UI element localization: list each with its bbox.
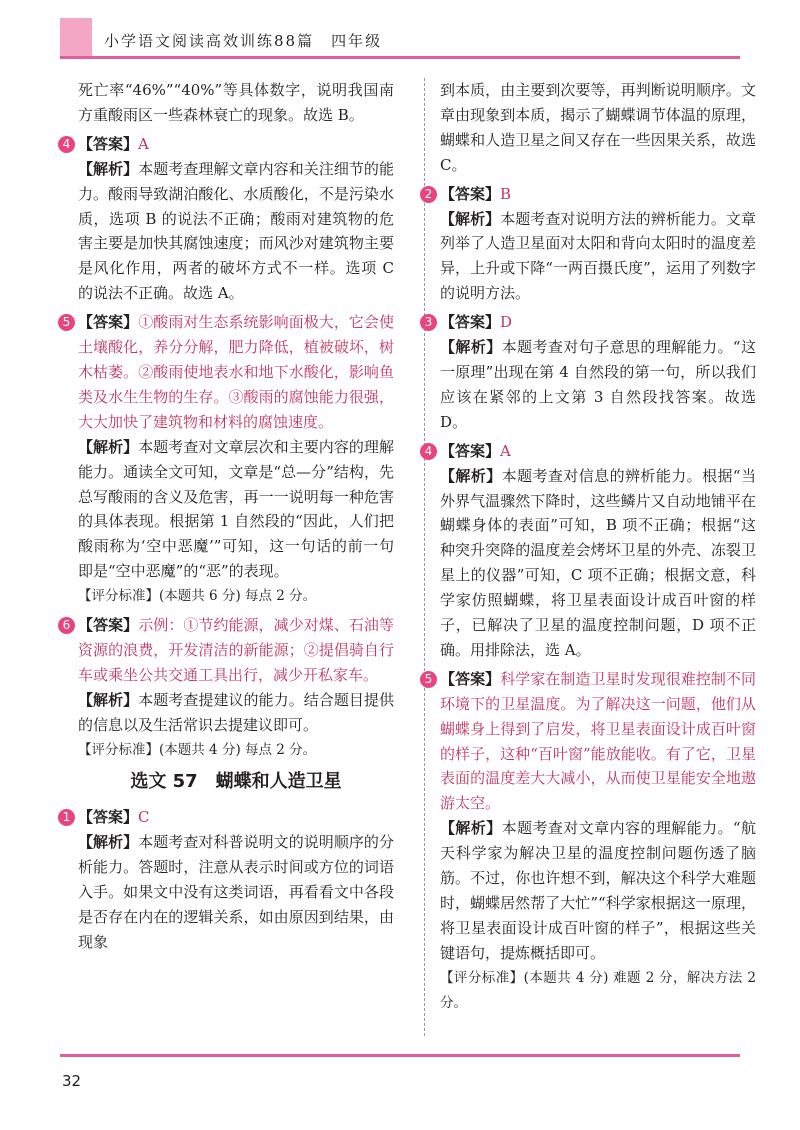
answer-entry-2 — [424, 182, 756, 307]
footer-rule — [60, 1054, 740, 1057]
answer-entry-4 — [62, 132, 394, 306]
answer-tag: 【答案】 — [78, 616, 139, 635]
question-number-badge: 3 — [420, 314, 437, 331]
answer-text: 科学家在制造卫星时发现很难控制不同环境下的卫星温度。为了解决这一问题，他们从蝴蝶身上得到了启发，将卫星表面设计成百叶窗的样子，这种“百叶窗”能放能收。有了它，卫星表面的温度差大大减小，从而使卫星能安全地遨游太空。 — [440, 669, 756, 813]
answer-text: A — [500, 441, 511, 460]
section-title: 选文 57 蝴蝶和人造卫星 — [130, 771, 342, 793]
scoring-criteria: 【评分标准】(本题共 4 分) 每点 2 分。 — [78, 741, 317, 758]
answer-tag: 【答案】 — [78, 808, 139, 827]
question-number-badge: 4 — [58, 136, 75, 153]
book-title: 小学语文阅读高效训练88篇 四年级 — [104, 32, 383, 50]
analysis-tag: 【解析】 — [440, 338, 502, 357]
answer-entry-5 — [62, 310, 394, 609]
answer-text: 示例：①节约能源，减少对煤、石油等资源的浪费，开发清洁的新能源；②提倡骑自行车或乘坐公共交通工具出行，减少开私家车。 — [78, 616, 394, 684]
right-column — [424, 78, 756, 1016]
answer-tag: 【答案】 — [78, 313, 139, 332]
left-column — [62, 78, 394, 955]
question-number-badge: 2 — [420, 186, 437, 203]
answer-entry-4b — [424, 439, 756, 663]
answer-entry-6 — [62, 613, 394, 762]
analysis-tag: 【解析】 — [78, 437, 139, 456]
header-tab-decoration — [60, 18, 92, 58]
analysis-text: 本题考查对说明方法的辨析能力。文章列举了人造卫星面对太阳和背向太阳时的温度差异，上升或下降“一两百摄氏度”，运用了列数字的说明方法。 — [440, 209, 756, 303]
page-header — [60, 18, 740, 58]
answer-tag: 【答案】 — [78, 134, 139, 153]
answer-tag: 【答案】 — [440, 441, 501, 460]
column-divider — [424, 78, 425, 1036]
question-number-badge: 6 — [58, 617, 75, 634]
question-number-badge: 5 — [420, 671, 437, 688]
answer-text: C — [138, 808, 150, 827]
analysis-text: 本题考查对文章层次和主要内容的理解能力。通读全文可知，文章是“总—分”结构，先总写酸雨的含义及危害，再一一说明每一种危害的具体表现。根据第 1 自然段的“因此，人们把酸雨称为‘空中恶魔’”可知，这一句话的前一句即是“空中恶魔”的“恶”的表现。 — [78, 437, 394, 581]
answer-text: ①酸雨对生态系统影响面极大，它会使土壤酸化，养分分解，肥力降低，植被破坏，树木枯萎。②酸雨使地表水和地下水酸化，影响鱼类及水生生物的生存。③酸雨的腐蚀能力很强，大大加快了建筑物和材料的腐蚀速度。 — [78, 313, 394, 431]
analysis-text: 本题考查对句子意思的理解能力。“这一原理”出现在第 4 自然段的第一句，所以我们应该在紧邻的上文第 3 自然段找答案。故选 D。 — [440, 338, 756, 431]
analysis-tag: 【解析】 — [78, 690, 139, 709]
analysis-tag: 【解析】 — [440, 466, 502, 485]
page-number: 32 — [62, 1072, 82, 1090]
answer-tag: 【答案】 — [440, 313, 501, 332]
answer-entry-5b — [424, 667, 756, 1016]
analysis-tag: 【解析】 — [78, 833, 139, 852]
analysis-tag: 【解析】 — [78, 159, 139, 178]
analysis-text: 本题考查提建议的能力。结合题目提供的信息以及生活常识去提建议即可。 — [78, 690, 394, 734]
scoring-criteria: 【评分标准】(本题共 6 分) 每点 2 分。 — [78, 588, 317, 605]
answer-text: A — [138, 134, 149, 153]
analysis-text: 本题考查对文章内容的理解能力。“航天科学家为解决卫星的温度控制问题伤透了脑筋。不过，你也许想不到，解决这个科学大难题时，蝴蝶居然帮了大忙”“科学家根据这一原理，将卫星表面设计成百叶窗的样子”，根据这些关键语句，提炼概括即可。 — [440, 819, 756, 962]
answer-entry-1 — [62, 805, 394, 954]
continued-paragraph: 死亡率“46%”“40%”等具体数字，说明我国南方重酸雨区一些森林衰亡的现象。故选 B。 — [78, 81, 394, 124]
answer-text: D — [500, 313, 513, 332]
scoring-criteria: 【评分标准】(本题共 4 分) 难题 2 分，解决方法 2 分。 — [440, 969, 756, 1011]
answer-tag: 【答案】 — [440, 184, 501, 203]
analysis-text: 本题考查对信息的辨析能力。根据“当外界气温骤然下降时，这些鳞片又自动地铺平在蝴蝶身体的表面”可知，B 项不正确；根据“这种突升突降的温度差会烤坏卫星的外壳、冻裂卫星上的仪器”可知，C 项不正确；根据文意，科学家仿照蝴蝶，将卫星表面设计成百叶窗的样子，已解决了卫星的温度控制问题，D 项不正确。用排除法，选 A。 — [440, 466, 756, 659]
continued-paragraph: 到本质，由主要到次要等，再判断说明顺序。文章由现象到本质，揭示了蝴蝶调节体温的原理，蝴蝶和人造卫星之间又存在一些因果关系，故选 C。 — [440, 81, 756, 174]
answer-entry-3 — [424, 310, 756, 435]
question-number-badge: 1 — [58, 809, 75, 826]
analysis-text: 本题考查对科普说明文的说明顺序的分析能力。答题时，注意从表示时间或方位的词语入手。如果文中没有这类词语，再看看文中各段是否存在内在的逻辑关系，如由原因到结果，由现象 — [78, 833, 394, 951]
analysis-tag: 【解析】 — [440, 819, 502, 838]
analysis-tag: 【解析】 — [440, 209, 501, 228]
header-rule — [60, 56, 740, 59]
answer-text: B — [500, 184, 512, 203]
question-number-badge: 5 — [58, 314, 75, 331]
answer-tag: 【答案】 — [440, 669, 501, 688]
analysis-text: 本题考查理解文章内容和关注细节的能力。酸雨导致湖泊酸化、水质酸化，不是污染水质，选项 B 的说法不正确；酸雨对建筑物的危害主要是加快其腐蚀速度；而风沙对建筑物主要是风化作用，两者的破坏方式不一样。选项 C 的说法不正确。故选 A。 — [78, 159, 394, 303]
question-number-badge: 4 — [420, 443, 437, 460]
